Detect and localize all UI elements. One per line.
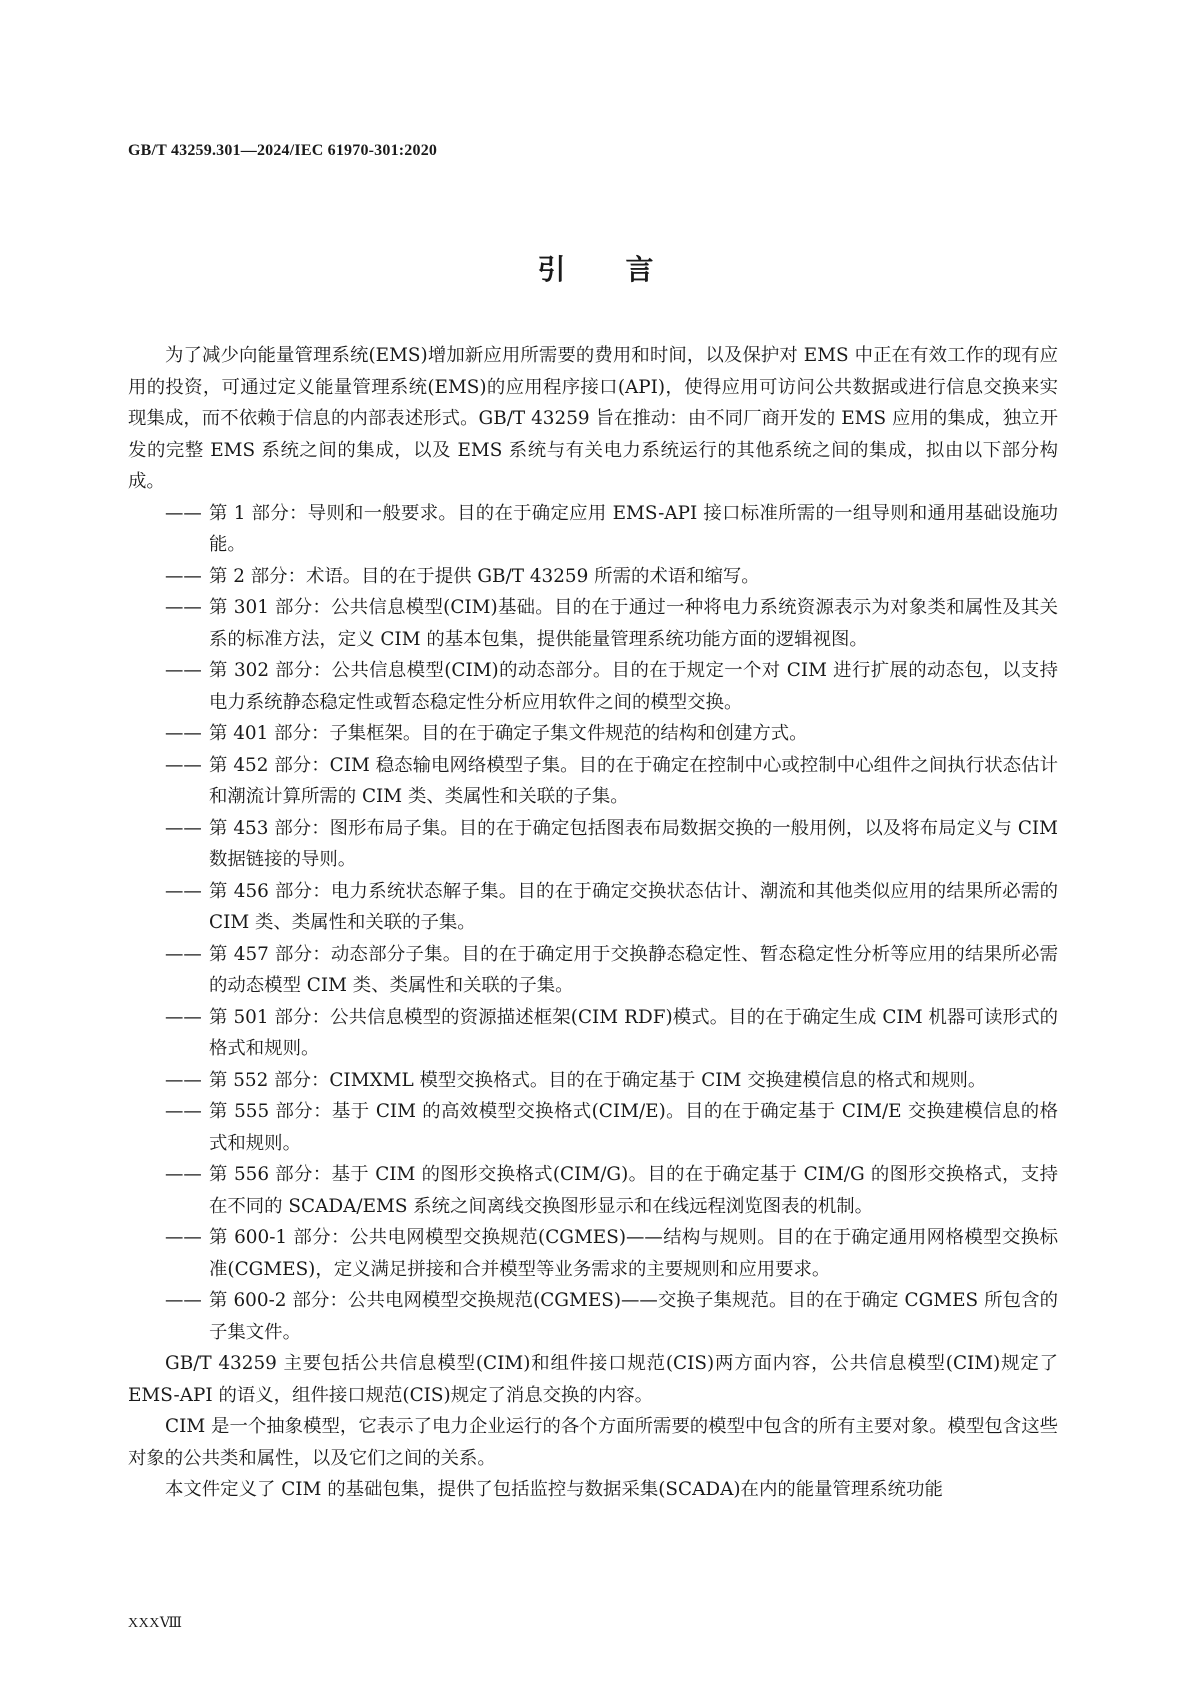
list-dash: —— [165, 723, 202, 744]
list-item-text: 第 600-1 部分：公共电网模型交换规范(CGMES)——结构与规则。目的在于确定通用网格模型交换标准(CGMES)，定义满足拼接和合并模型等业务需求的主要规则和应用要求。 [209, 1227, 1058, 1280]
list-dash: —— [165, 1069, 202, 1091]
list-item [128, 1285, 1058, 1348]
list-item [128, 1002, 1058, 1065]
list-item-text: 第 301 部分：公共信息模型(CIM)基础。目的在于通过一种将电力系统资源表示为对象类和属性及其关系的标准方法，定义 CIM 的基本包集，提供能量管理系统功能方面的逻辑视图。 [209, 597, 1058, 650]
cim-abstract-paragraph: CIM 是一个抽象模型，它表示了电力企业运行的各个方面所需要的模型中包含的所有主要对象。模型包含这些对象的公共类和属性，以及它们之间的关系。 [128, 1416, 1058, 1469]
list-dash: —— [165, 754, 202, 776]
list-item-text: 第 302 部分：公共信息模型(CIM)的动态部分。目的在于规定一个对 CIM 进行扩展的动态包，以支持电力系统静态稳定性或暂态稳定性分析应用软件之间的模型交换。 [209, 660, 1058, 713]
page-number: XXXⅧ [128, 1616, 183, 1631]
list-item-text: 第 452 部分：CIM 稳态输电网络模型子集。目的在于确定在控制中心或控制中心组件之间执行状态估计和潮流计算所需的 CIM 类、类属性和关联的子集。 [209, 754, 1058, 807]
list-dash: —— [165, 502, 202, 524]
list-dash: —— [165, 1101, 202, 1122]
list-dash: —— [165, 1290, 202, 1311]
list-item [128, 750, 1058, 813]
list-item [128, 1065, 1058, 1097]
list-item [128, 655, 1058, 718]
list-item [128, 876, 1058, 939]
list-item-text: 第 600-2 部分：公共电网模型交换规范(CGMES)——交换子集规范。目的在于确定 CGMES 所包含的子集文件。 [209, 1290, 1058, 1343]
list-dash: —— [165, 943, 202, 965]
list-item-text: 第 401 部分：子集框架。目的在于确定子集文件规范的结构和创建方式。 [209, 723, 808, 744]
list-item-text: 第 456 部分：电力系统状态解子集。目的在于确定交换状态估计、潮流和其他类似应用的结果所必需的 CIM 类、类属性和关联的子集。 [209, 880, 1058, 933]
list-item-text: 第 555 部分：基于 CIM 的高效模型交换格式(CIM/E)。目的在于确定基于 CIM/E 交换建模信息的格式和规则。 [209, 1101, 1058, 1154]
list-item [128, 498, 1058, 561]
list-dash: —— [165, 1227, 202, 1248]
list-item-text: 第 453 部分：图形布局子集。目的在于确定包括图表布局数据交换的一般用例，以及将布局定义与 CIM 数据链接的导则。 [209, 817, 1058, 870]
this-document-paragraph: 本文件定义了 CIM 的基础包集，提供了包括监控与数据采集(SCADA)在内的能量管理系统功能 [165, 1479, 943, 1500]
page-title: 引言 [537, 253, 714, 286]
list-item-text: 第 501 部分：公共信息模型的资源描述框架(CIM RDF)模式。目的在于确定生成 CIM 机器可读形式的格式和规则。 [209, 1006, 1058, 1059]
intro-paragraph: 为了减少向能量管理系统(EMS)增加新应用所需要的费用和时间，以及保护对 EMS 中正在有效工作的现有应用的投资，可通过定义能量管理系统(EMS)的应用程序接口(API)，使得应用可访问公共数据或进行信息交换来实现集成，而不依赖于信息的内部表述形式。GB/T 43259 旨在推动：由不同厂商开发的 EMS 应用的集成，独立开发的完整 EMS 系统之间的集成，以及 EMS 系统与有关电力系统运行的其他系统之间的集成，拟由以下部分构成。 [128, 345, 1058, 492]
list-item [128, 561, 1058, 593]
list-dash: —— [165, 565, 202, 587]
parts-list [128, 498, 1058, 1349]
list-item-text: 第 457 部分：动态部分子集。目的在于确定用于交换静态稳定性、暂态稳定性分析等应用的结果所必需的动态模型 CIM 类、类属性和关联的子集。 [209, 943, 1058, 996]
list-dash: —— [165, 1164, 202, 1185]
list-dash: —— [165, 1006, 202, 1028]
document-body [128, 340, 1058, 1506]
cim-cis-paragraph: GB/T 43259 主要包括公共信息模型(CIM)和组件接口规范(CIS)两方面内容，公共信息模型(CIM)规定了 EMS-API 的语义，组件接口规范(CIS)规定了消息交换的内容。 [128, 1353, 1058, 1406]
list-item-text: 第 556 部分：基于 CIM 的图形交换格式(CIM/G)。目的在于确定基于 CIM/G 的图形交换格式，支持在不同的 SCADA/EMS 系统之间离线交换图形显示和在线远程浏览图表的机制。 [209, 1164, 1058, 1217]
list-item [128, 1159, 1058, 1222]
list-dash: —— [165, 660, 202, 681]
list-item [128, 1222, 1058, 1285]
list-item-text: 第 552 部分：CIMXML 模型交换格式。目的在于确定基于 CIM 交换建模信息的格式和规则。 [209, 1069, 987, 1091]
standard-header: GB/T 43259.301—2024/IEC 61970-301:2020 [128, 142, 438, 159]
list-item-text: 第 1 部分：导则和一般要求。目的在于确定应用 EMS-API 接口标准所需的一组导则和通用基础设施功能。 [209, 502, 1058, 555]
list-item-text: 第 2 部分：术语。目的在于提供 GB/T 43259 所需的术语和缩写。 [209, 565, 760, 587]
list-item [128, 592, 1058, 655]
list-item [128, 718, 1058, 750]
list-item [128, 813, 1058, 876]
list-dash: —— [165, 880, 202, 902]
list-item [128, 939, 1058, 1002]
list-dash: —— [165, 817, 202, 839]
list-item [128, 1096, 1058, 1159]
list-dash: —— [165, 597, 202, 618]
